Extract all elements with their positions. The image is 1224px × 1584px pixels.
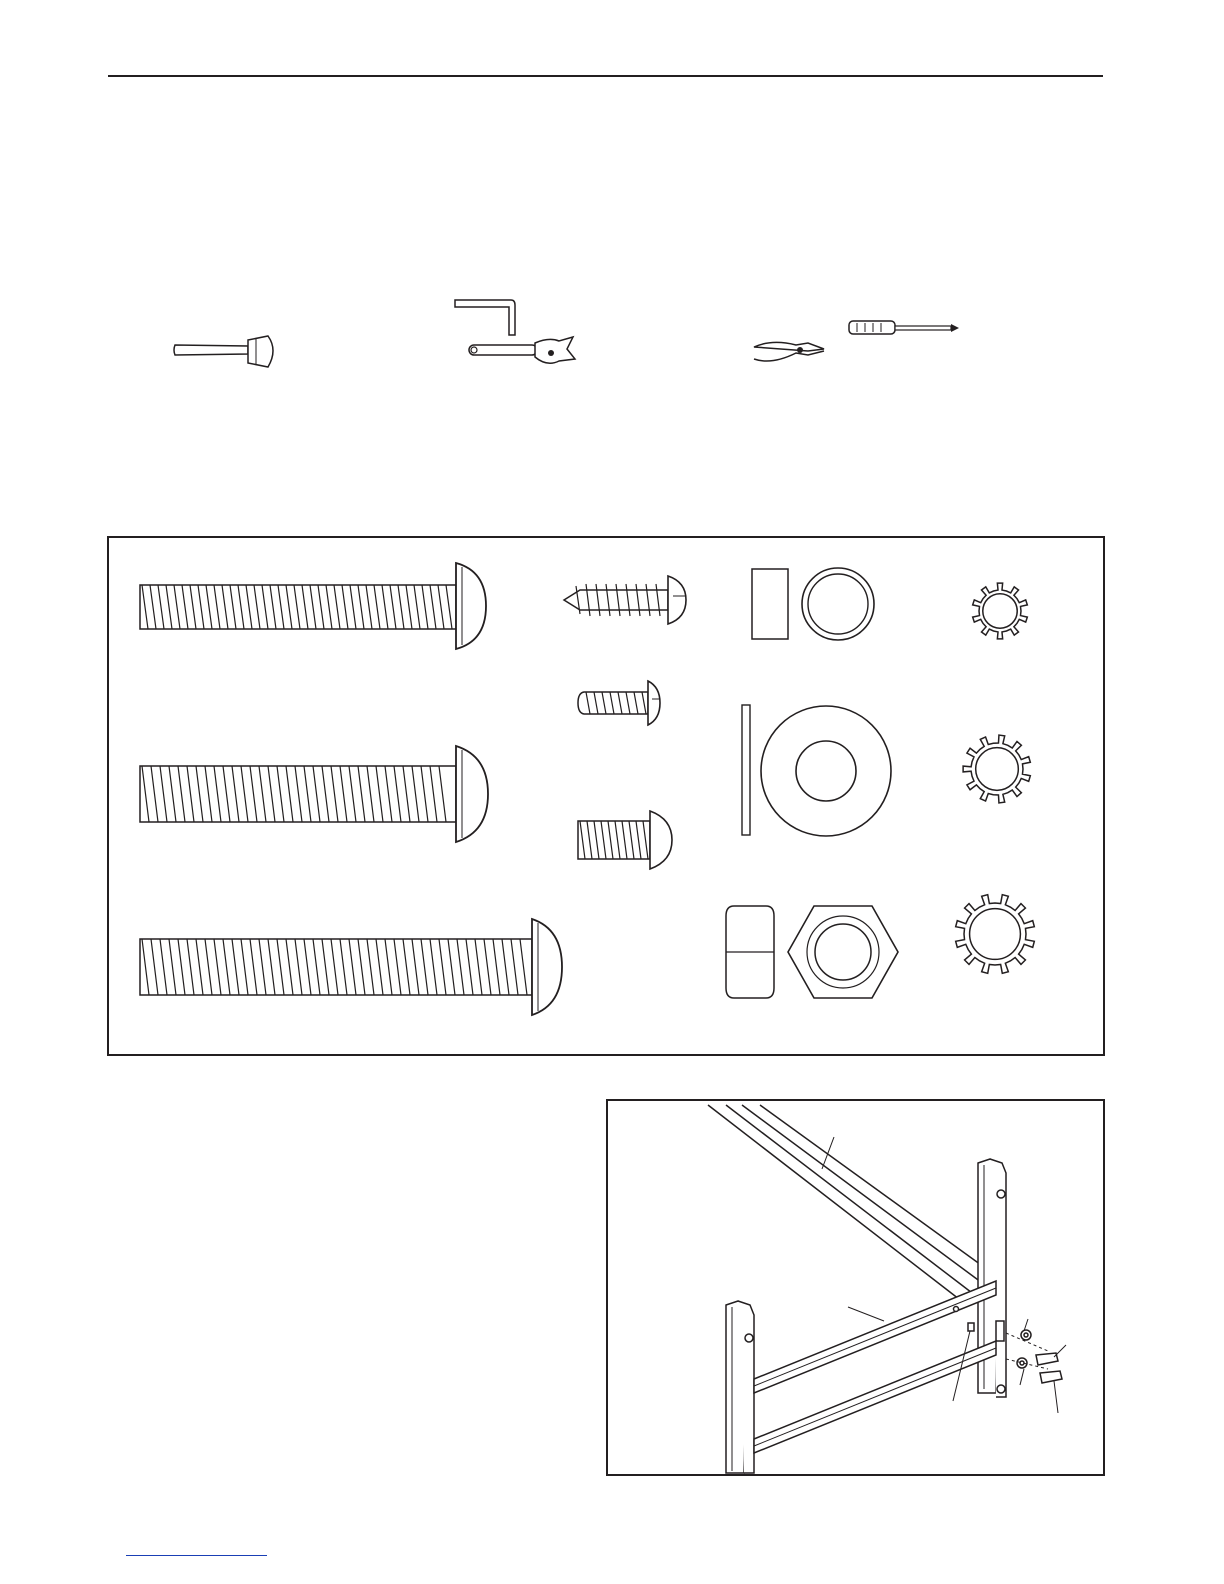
hex-key-icon: [453, 297, 523, 339]
star-washer-icon: [970, 581, 1030, 641]
nut-icon: [722, 904, 906, 1000]
adjustable-wrench-icon: [463, 335, 578, 375]
longest-button-bolt-icon: [138, 917, 563, 1017]
tapping-screw-icon: [560, 574, 690, 626]
star-washer-icon: [953, 892, 1037, 976]
spacer-icon: [750, 567, 880, 643]
flat-washer-icon: [740, 703, 896, 839]
long-button-bolt-icon: [138, 561, 488, 651]
footer-link-underline[interactable]: [126, 1555, 267, 1556]
needlenose-pliers-icon: [752, 337, 827, 367]
rubber-mallet-icon: [172, 332, 282, 372]
star-washer-icon: [961, 733, 1033, 805]
phillips-screwdriver-icon: [847, 318, 962, 338]
header-rule: [108, 75, 1103, 77]
frame-assembly-figure: [606, 1099, 1105, 1476]
short-bolt-icon: [576, 809, 674, 871]
short-screw-icon: [576, 679, 662, 727]
button-bolt-icon: [138, 744, 488, 844]
